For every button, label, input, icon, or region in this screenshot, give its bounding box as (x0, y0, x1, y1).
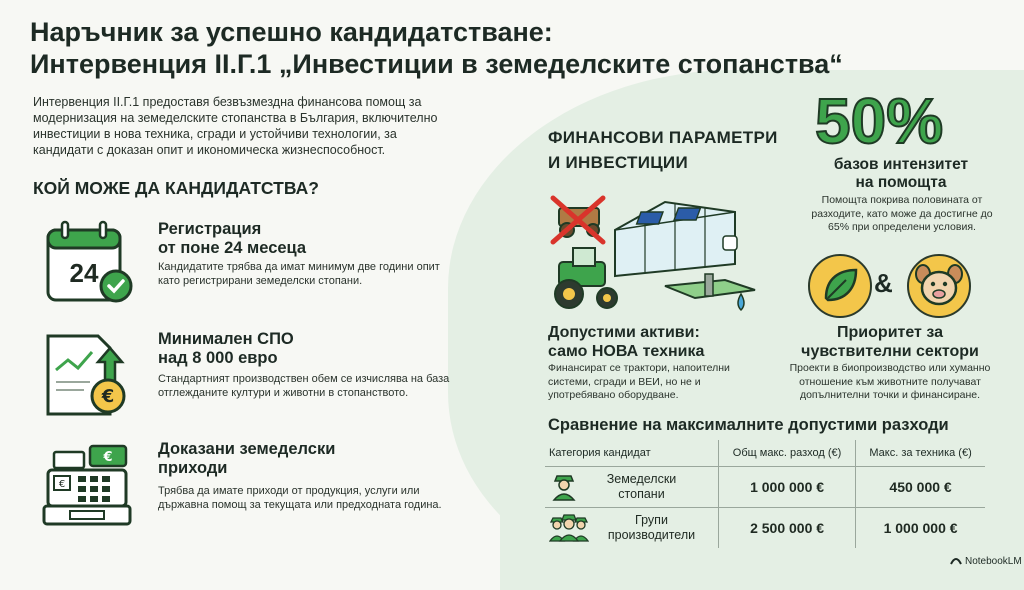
new-tractor-icon (555, 248, 617, 308)
farmer-icon (549, 471, 579, 504)
criterion-income (40, 440, 460, 530)
ampersand: & (874, 268, 893, 298)
aid-intensity-heading: базов интензитет на помощта (833, 156, 969, 191)
column-header-category: Категория кандидат (545, 440, 719, 467)
criterion-registration (40, 220, 460, 310)
svg-text:€: € (58, 479, 66, 490)
comparison-table (545, 440, 985, 548)
column-header-machinery: Макс. за техника (€) (856, 440, 985, 467)
criterion-income-text: Трябва да имате приходи от продукция, услуги или държавна помощ за текущата или предходната година. (158, 485, 442, 511)
row-category-label: Групи производители (607, 513, 696, 542)
criterion-registration-text: Кандидатите трябва да имат минимум две години опит като регистрирани земеделски стопани. (158, 261, 440, 287)
table-row (545, 508, 985, 549)
greenhouse-solar-icon (615, 202, 735, 276)
animal-welfare-icon (907, 254, 971, 318)
eligibility-heading: КОЙ МОЖЕ ДА КАНДИДАТСТВА? (33, 178, 319, 198)
aid-intensity-percent: 50% (815, 85, 944, 157)
row-category-label: Земеделски стопани (606, 472, 677, 501)
cash-register-icon (40, 440, 140, 530)
intro-paragraph: Интервенция II.Г.1 предоставя безвъзмездна финансова помощ за модернизация на земеделските стопанства в България, включително инвестиции в нова техника, сгради и устойчиви технологии, за кандидати с доказан опит и икономическа жизнеспособност. (33, 95, 438, 157)
row-machinery-value: 1 000 000 € (856, 508, 985, 549)
criterion-spo (40, 330, 460, 420)
criterion-spo-text: Стандартният производствен обем се изчислява на база отглежданите култури и животни в стопанството. (158, 373, 450, 399)
eligible-assets-text: Финансират се трактори, напоителни системи, сгради и ВЕИ, но не и употребявано оборудване. (548, 362, 730, 401)
row-category (545, 467, 719, 508)
priority-text: Проекти в биопроизводство или хуманно отношение към животните получават допълнителни точки и финансиране. (789, 362, 991, 401)
row-machinery-value: 450 000 € (856, 467, 985, 508)
aid-intensity-text: Помощта покрива половината от разходите, като може да достигне до 65% при определени условия. (811, 194, 993, 233)
leaf-icon (808, 254, 872, 318)
svg-text:€: € (101, 386, 115, 407)
table-row (545, 467, 985, 508)
row-total-value: 2 500 000 € (719, 508, 856, 549)
calendar-check-icon (40, 220, 140, 310)
table-header-row (545, 440, 985, 467)
svg-text:24: 24 (69, 258, 99, 288)
column-header-total: Общ макс. разход (€) (719, 440, 856, 467)
farmer-group-icon (549, 512, 589, 545)
brand-label: NotebookLM (965, 556, 1022, 567)
svg-text:€: € (103, 450, 113, 465)
criterion-income-heading: Доказани земеделски приходи (158, 440, 336, 477)
comparison-heading: Сравнение на максималните допустими разходи (548, 416, 949, 434)
criterion-registration-heading: Регистрация от поне 24 месеца (158, 220, 307, 257)
growth-chart-euro-icon (40, 330, 140, 420)
financial-heading: ФИНАНСОВИ ПАРАМЕТРИ И ИНВЕСТИЦИИ (548, 128, 778, 172)
eligible-assets-heading: Допустими активи: само НОВА техника (548, 324, 705, 360)
criterion-spo-heading: Минимален СПО над 8 000 евро (158, 330, 294, 367)
crossed-used-tractor-icon (553, 198, 603, 242)
equipment-illustration (545, 190, 785, 320)
row-category (545, 508, 719, 549)
priority-heading: Приоритет за чувствителни сектори (801, 324, 979, 360)
brand-watermark (950, 555, 1022, 568)
title-line-2: Интервенция II.Г.1 „Инвестиции в земеделските стопанства“ (30, 49, 843, 79)
title-line-1: Наръчник за успешно кандидатстване: (30, 17, 553, 47)
row-total-value: 1 000 000 € (719, 467, 856, 508)
page-title (30, 16, 990, 80)
notebooklm-logo-icon (950, 555, 962, 568)
